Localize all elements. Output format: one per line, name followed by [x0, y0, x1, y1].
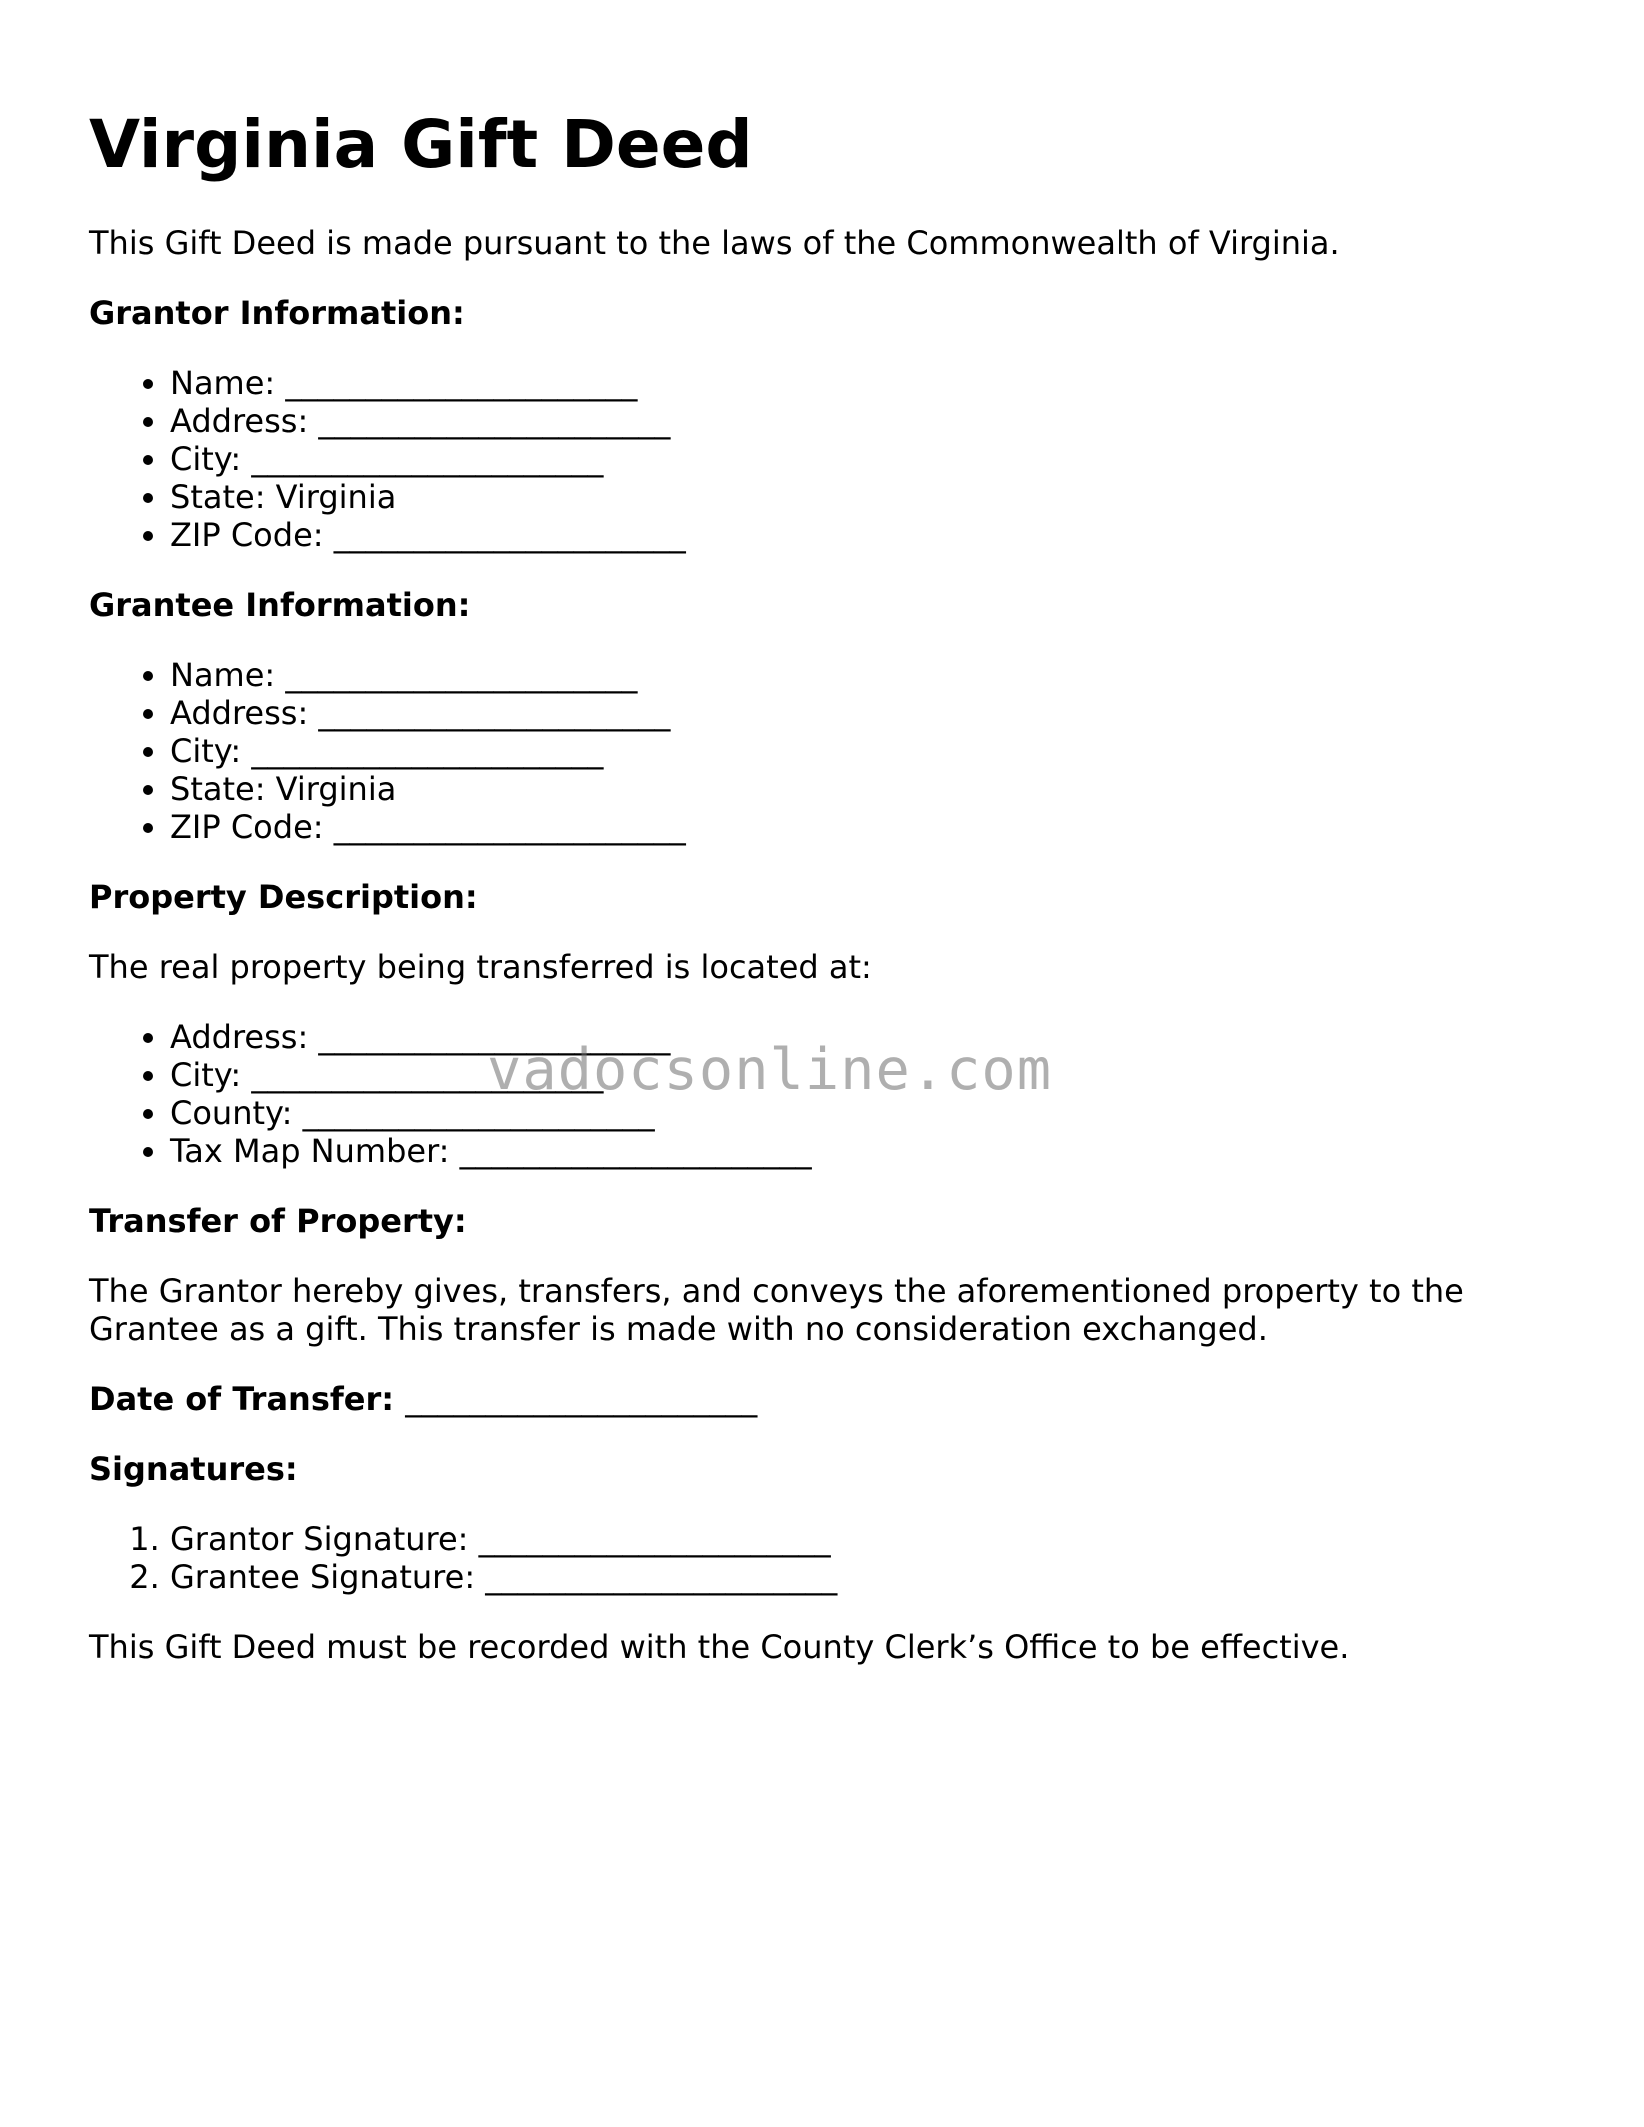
signatures-heading: Signatures:	[89, 1450, 298, 1488]
grantee-list	[89, 656, 1569, 846]
grantor-city-field[interactable]: • City: ______________________	[170, 440, 1569, 478]
property-city-field[interactable]: • City: ______________________	[170, 1056, 1569, 1094]
date-of-transfer-label: Date of Transfer:	[89, 1380, 395, 1418]
grantor-list	[89, 364, 1569, 554]
document-page	[89, 105, 1569, 1698]
property-tax-map-field[interactable]: • Tax Map Number: ______________________	[170, 1132, 1569, 1170]
closing-paragraph: This Gift Deed must be recorded with the County Clerk’s Office to be effective.	[89, 1628, 1350, 1666]
grantee-city-field[interactable]: • City: ______________________	[170, 732, 1569, 770]
grantor-address-field[interactable]: • Address: ______________________	[170, 402, 1569, 440]
signatures-list	[89, 1520, 1569, 1596]
grantor-name-field[interactable]: • Name: ______________________	[170, 364, 1569, 402]
intro-paragraph: This Gift Deed is made pursuant to the laws of the Commonwealth of Virginia.	[89, 224, 1340, 262]
grantee-address-field[interactable]: • Address: ______________________	[170, 694, 1569, 732]
grantee-name-field[interactable]: • Name: ______________________	[170, 656, 1569, 694]
grantor-heading: Grantor Information:	[89, 294, 465, 332]
date-of-transfer-blank[interactable]: ______________________	[405, 1380, 758, 1418]
property-address-field[interactable]: • Address: ______________________	[170, 1018, 1569, 1056]
grantor-zip-field[interactable]: • ZIP Code: ______________________	[170, 516, 1569, 554]
date-of-transfer-field[interactable]	[89, 1380, 1569, 1418]
document-title: Virginia Gift Deed	[89, 106, 753, 183]
grantor-signature-field[interactable]: 1. Grantor Signature: ______________________	[170, 1520, 1569, 1558]
grantor-state-field: • State: Virginia	[170, 478, 1569, 516]
watermark-text: vadocsonline.com	[487, 1037, 1053, 1103]
grantee-state-field: • State: Virginia	[170, 770, 1569, 808]
transfer-paragraph: The Grantor hereby gives, transfers, and conveys the aforementioned property to the Grantee as a gift. This transfer is made with no consideration exchanged.	[89, 1272, 1464, 1348]
property-intro: The real property being transferred is located at:	[89, 948, 872, 986]
property-county-field[interactable]: • County: ______________________	[170, 1094, 1569, 1132]
property-heading: Property Description:	[89, 878, 478, 916]
grantee-zip-field[interactable]: • ZIP Code: ______________________	[170, 808, 1569, 846]
transfer-heading: Transfer of Property:	[89, 1202, 467, 1240]
grantee-signature-field[interactable]: 2. Grantee Signature: ______________________	[170, 1558, 1569, 1596]
grantee-heading: Grantee Information:	[89, 586, 471, 624]
